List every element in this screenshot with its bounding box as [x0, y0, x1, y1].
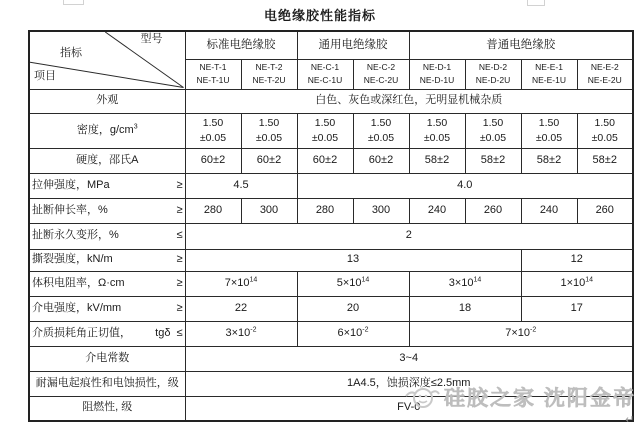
row-label: 体积电阻率，Ω·cm ≥ — [29, 271, 185, 296]
model-code: NE-E-2 — [590, 61, 619, 72]
resistivity-value: $5\times 10^{14}$ — [297, 271, 409, 296]
hardness-value: 58±2 — [521, 148, 577, 173]
model-code: NE-T-1U — [196, 75, 230, 85]
dielectric-strength-value: 22 — [185, 296, 297, 321]
gte-symbol: ≥ — [176, 203, 183, 216]
watermark-text: 硅胶之家 沈阳金帝 — [444, 387, 636, 410]
density-value: 1.50 ±0.05 — [297, 113, 353, 148]
model-code: NE-D-1U — [419, 75, 455, 85]
model-cell — [241, 59, 297, 89]
hardness-value: 60±2 — [185, 148, 241, 173]
model-code: NE-E-1U — [531, 75, 566, 85]
model-code: NE-D-2 — [478, 61, 508, 72]
row-tracking-resistance — [29, 371, 633, 396]
elongation-value: 300 — [241, 198, 297, 223]
row-permanent-set — [29, 223, 633, 249]
model-cell — [409, 59, 465, 89]
tear-value: 12 — [521, 249, 633, 271]
model-cell — [297, 59, 353, 89]
row-label: 硬度，邵氏A — [29, 148, 185, 173]
dielectric-strength-value: 18 — [409, 296, 521, 321]
model-code: NE-D-2U — [475, 75, 511, 85]
group-header-common: 普通电绝缘胶 — [409, 31, 633, 59]
row-label: 撕裂强度，kN/m ≥ — [29, 249, 185, 271]
scan-artifact-box — [63, 0, 84, 5]
model-code: NE-E-2U — [587, 75, 622, 85]
lte-symbol: ≤ — [176, 326, 183, 339]
row-label: 耐漏电起痕性和电蚀损性，级 — [29, 371, 185, 396]
loss-tangent-value: $6\times 10^{-2}$ — [297, 321, 409, 346]
hardness-value: 58±2 — [577, 148, 633, 173]
diagonal-header-cell — [29, 31, 185, 89]
model-code: NE-E-1 — [535, 61, 563, 72]
row-flammability — [29, 396, 633, 421]
density-value: 1.50 ±0.05 — [185, 113, 241, 148]
row-appearance — [29, 89, 633, 113]
lte-symbol: ≤ — [176, 229, 183, 242]
row-label: 扯断伸长率，% ≥ — [29, 198, 185, 223]
loss-tangent-value: $3\times 10^{-2}$ — [185, 321, 297, 346]
model-cell — [353, 59, 409, 89]
tensile-value: 4.0 — [297, 173, 633, 198]
row-density — [29, 113, 633, 148]
row-tensile-strength — [29, 173, 633, 198]
corner-label-model: 型号 — [140, 33, 163, 45]
elongation-value: 260 — [465, 198, 521, 223]
density-value: 1.50 ±0.05 — [409, 113, 465, 148]
density-value: 1.50 ±0.05 — [577, 113, 633, 148]
row-label: 外观 — [29, 89, 185, 113]
row-volume-resistivity — [29, 271, 633, 296]
paragraph-mark: ↵ — [625, 414, 635, 426]
dielectric-strength-value: 17 — [521, 296, 633, 321]
model-code: NE-T-2 — [255, 61, 283, 72]
model-cell — [185, 59, 241, 89]
hardness-value: 60±2 — [241, 148, 297, 173]
row-label: 扯断永久变形，% ≤ — [29, 223, 185, 249]
tracking-value: 1A4.5，蚀损深度≤2.5mm — [185, 371, 633, 396]
model-code: NE-T-1 — [199, 61, 227, 72]
hardness-value: 58±2 — [465, 148, 521, 173]
resistivity-value: $7\times 10^{14}$ — [185, 271, 297, 296]
model-code: NE-D-1 — [422, 61, 452, 72]
resistivity-value: $1\times 10^{14}$ — [521, 271, 633, 296]
density-value: 1.50 ±0.05 — [241, 113, 297, 148]
unit-exponent: 3 — [133, 122, 138, 130]
model-cell — [577, 59, 633, 89]
spec-table — [28, 30, 634, 422]
tear-value: 13 — [185, 249, 521, 271]
dielectric-constant-value: 3~4 — [185, 346, 633, 371]
row-label: 介电常数 — [29, 346, 185, 371]
gte-symbol: ≥ — [176, 301, 183, 314]
row-dielectric-strength — [29, 296, 633, 321]
hardness-value: 60±2 — [353, 148, 409, 173]
row-label: 拉伸强度，MPa ≥ — [29, 173, 185, 198]
row-label: 介电强度，kV/mm ≥ — [29, 296, 185, 321]
hardness-value: 60±2 — [297, 148, 353, 173]
row-label-text: 密度，g/cm — [76, 123, 134, 136]
tg-delta-label: tgδ — [155, 326, 171, 339]
corner-label-indicator: 指标 — [60, 47, 82, 59]
model-code: NE-T-2U — [252, 75, 286, 85]
elongation-value: 300 — [353, 198, 409, 223]
row-tear-strength — [29, 249, 633, 271]
elongation-value: 280 — [297, 198, 353, 223]
density-value: 1.50 ±0.05 — [521, 113, 577, 148]
flammability-value: FV-0 — [185, 396, 633, 421]
group-header-general: 通用电绝缘胶 — [297, 31, 409, 59]
density-value: 1.50 ±0.05 — [353, 113, 409, 148]
row-label: 介质损耗角正切值， tgδ ≤ — [29, 321, 185, 346]
model-code: NE-C-2U — [363, 75, 399, 85]
elongation-value: 240 — [409, 198, 465, 223]
model-cell — [465, 59, 521, 89]
page-title: 电绝缘胶性能指标 — [263, 8, 376, 23]
model-code: NE-C-1 — [310, 61, 340, 72]
permanent-set-value: 2 — [185, 223, 633, 249]
row-elongation — [29, 198, 633, 223]
loss-tangent-value: $7\times 10^{-2}$ — [409, 321, 633, 346]
row-hardness — [29, 148, 633, 173]
corner-label-item: 项目 — [34, 70, 56, 82]
model-cell — [521, 59, 577, 89]
row-loss-tangent — [29, 321, 633, 346]
row-label: 阻燃性, 级 — [29, 396, 185, 421]
row-label — [29, 113, 185, 148]
gte-symbol: ≥ — [176, 253, 183, 266]
row-dielectric-constant — [29, 346, 633, 371]
hardness-value: 58±2 — [409, 148, 465, 173]
dielectric-strength-value: 20 — [297, 296, 409, 321]
group-header-standard: 标准电绝缘胶 — [185, 31, 297, 59]
table-header-groups — [29, 31, 633, 59]
elongation-value: 260 — [577, 198, 633, 223]
gte-symbol: ≥ — [176, 178, 183, 191]
appearance-value: 白色、灰色或深红色，无明显机械杂质 — [185, 89, 633, 113]
model-code: NE-C-1U — [307, 75, 343, 85]
gte-symbol: ≥ — [176, 276, 183, 289]
scan-artifact-box — [527, 0, 545, 6]
density-value: 1.50 ±0.05 — [465, 113, 521, 148]
resistivity-value: $3\times 10^{14}$ — [409, 271, 521, 296]
elongation-value: 240 — [521, 198, 577, 223]
elongation-value: 280 — [185, 198, 241, 223]
tensile-value: 4.5 — [185, 173, 297, 198]
model-code: NE-C-2 — [366, 61, 396, 72]
